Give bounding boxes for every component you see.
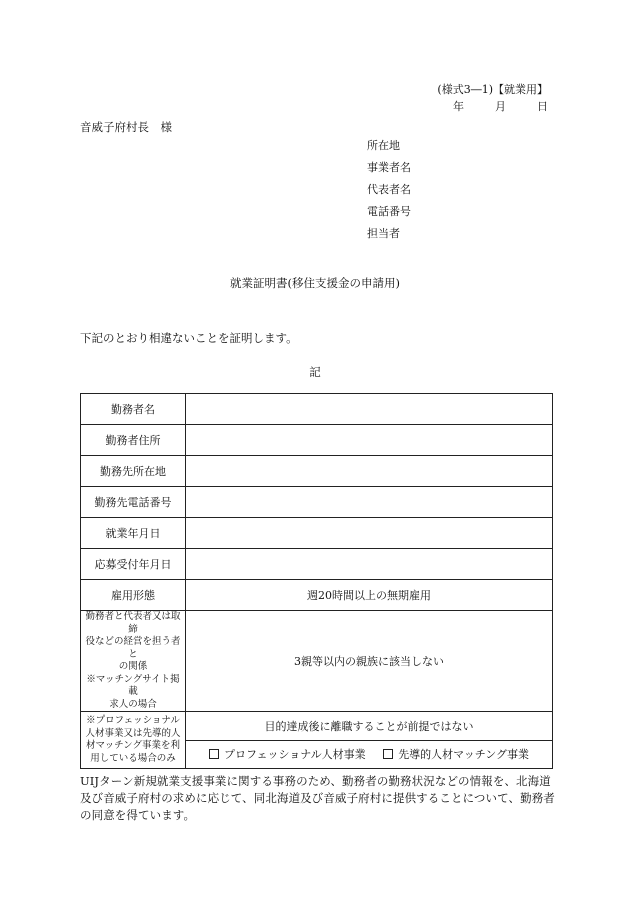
table-row — [81, 712, 553, 741]
field-representative-label: 代表者名 — [367, 183, 411, 196]
relation-value: 3親等以内の親族に該当しない — [186, 611, 553, 712]
relation-label-line: ※マッチングサイト掲載 — [86, 673, 180, 697]
intro-text: 下記のとおり相違ないことを証明します。 — [80, 331, 298, 345]
table-row — [81, 425, 553, 456]
table-row — [81, 580, 553, 611]
office-phone-label: 勤務先電話番号 — [81, 487, 186, 518]
consent-text: UIJターン新規就業支援事業に関する事務のため、勤務者の勤務状況などの情報を、北海道及び音威子府村の求めに応じて、同北海道及び音威子府村に提供することについて、勤務者の同意を得ています。 — [80, 774, 555, 822]
employment-date-field[interactable] — [186, 518, 553, 549]
ki-heading: 記 — [309, 365, 321, 379]
form-number: (様式3―1)【就業用】 — [437, 83, 548, 96]
employment-type-value: 週20時間以上の無期雇用 — [186, 580, 553, 611]
certificate-table — [80, 393, 553, 769]
worker-address-label: 勤務者住所 — [81, 425, 186, 456]
field-contact-person-label: 担当者 — [367, 227, 400, 240]
table-row — [81, 487, 553, 518]
application-date-label: 応募受付年月日 — [81, 549, 186, 580]
table-row — [81, 394, 553, 425]
professional-label-line: 材マッチング事業を利 — [86, 740, 180, 751]
employment-date-label: 就業年月日 — [81, 518, 186, 549]
professional-label-line: 人材事業又は先導的人 — [85, 727, 181, 739]
relation-label-line: 役などの経営を担う者と — [85, 636, 181, 660]
professional-checkbox-label: プロフェッショナル人材事業 — [224, 748, 366, 761]
office-address-label: 勤務先所在地 — [81, 456, 186, 487]
applicant-fields — [367, 139, 411, 249]
date-year: 年 — [453, 100, 464, 113]
field-phone-label: 電話番号 — [367, 205, 411, 218]
matching-checkbox-label: 先導的人材マッチング事業 — [398, 748, 529, 761]
field-address-label: 所在地 — [367, 139, 400, 152]
matching-checkbox[interactable] — [383, 749, 393, 759]
office-phone-field[interactable] — [186, 487, 553, 518]
relation-label-line: の関係 — [118, 661, 148, 672]
professional-label-line: 用している場合のみ — [90, 752, 176, 764]
worker-name-label: 勤務者名 — [81, 394, 186, 425]
date-day: 日 — [537, 100, 548, 113]
professional-checkbox[interactable] — [209, 749, 219, 759]
worker-address-field[interactable] — [186, 425, 553, 456]
document-title: 就業証明書(移住支援金の申請用) — [230, 276, 400, 290]
date-line — [453, 101, 548, 112]
field-company-label: 事業者名 — [367, 161, 411, 174]
professional-label — [81, 712, 186, 769]
worker-name-field[interactable] — [186, 394, 553, 425]
date-month: 月 — [495, 100, 506, 113]
relation-label-line: 勤務者と代表者又は取締 — [85, 611, 181, 635]
relation-label-line: 求人の場合 — [109, 698, 157, 710]
application-date-field[interactable] — [186, 549, 553, 580]
table-row — [81, 549, 553, 580]
table-row — [81, 611, 553, 712]
office-address-field[interactable] — [186, 456, 553, 487]
table-row — [81, 456, 553, 487]
employment-type-label: 雇用形態 — [81, 580, 186, 611]
business-checkboxes — [186, 741, 553, 769]
addressee: 音威子府村長 様 — [80, 120, 172, 134]
professional-label-line: ※プロフェッショナル — [86, 715, 180, 726]
professional-value: 目的達成後に離職することが前提ではない — [186, 712, 553, 741]
relation-label — [81, 611, 186, 712]
table-row — [81, 518, 553, 549]
